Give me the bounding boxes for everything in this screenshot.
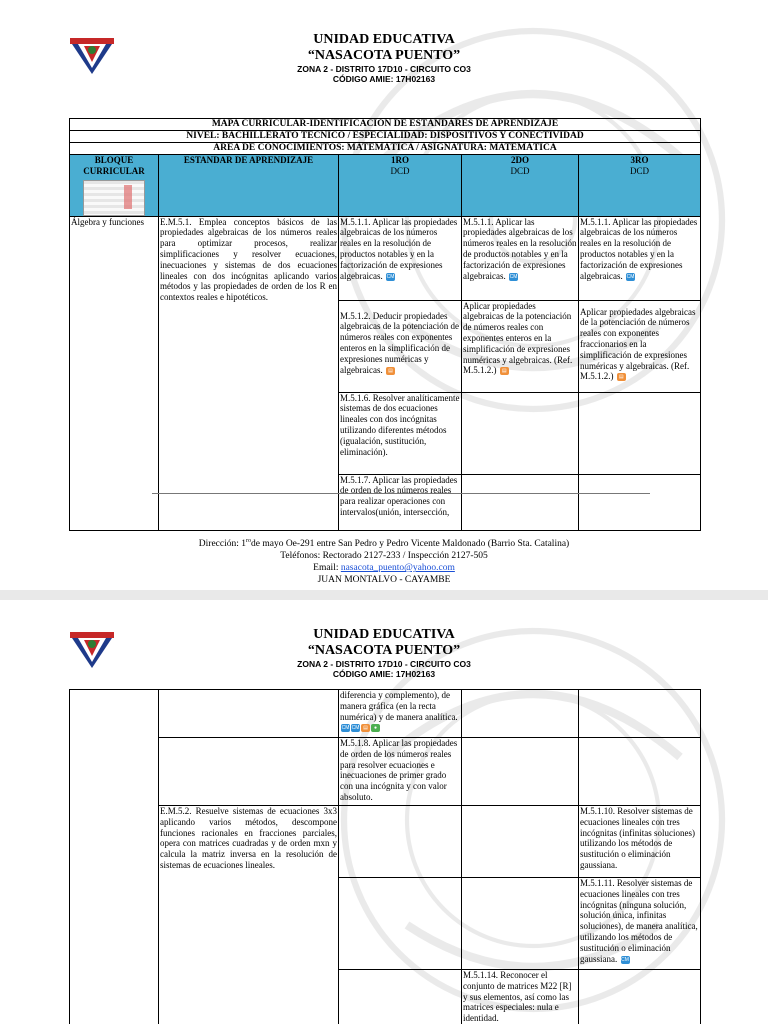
col-3ro: 3RO DCD [579, 155, 701, 217]
embedded-thumbnail-image [83, 180, 145, 216]
institution-name: “NASACOTA PUENTO” [307, 48, 461, 63]
dcd-cell: Aplicar propiedades algebraicas de la potenciación de números reales con exponentes fraccionarios en la simplificación de expresiones numéricas y algebraicas. (Ref. M.5.1.2.) ▤ [579, 300, 701, 392]
table-row [70, 690, 701, 738]
empty-cell [339, 806, 462, 878]
empty-cell [462, 878, 579, 970]
estandar-cell: E.M.5.2. Resuelve sistemas de ecuaciones 3x3 aplicando varios métodos, descompone funciones racionales en fracciones parciales, opera con matrices cuadradas y de orden mxn y calcula la matriz inversa en la resolución de sistemas de ecuaciones lineales. [159, 806, 339, 1024]
dcd-cell: M.5.1.1. Aplicar las propiedades algebraicas de los números reales en la resolución de productos notables y en la factorización de expresiones algebraicas. CM [579, 216, 701, 300]
cm-badge-icon: CM [509, 273, 518, 280]
dcd-cell: diferencia y complemento), de manera gráfica (en la recta numérica) y de manera analítica. CM CM ▤ ● [339, 690, 462, 738]
column-header-row [70, 155, 701, 217]
footer-email: Email: nasacota_puento@yahoo.com [313, 563, 455, 574]
cm-badge-icon: CM [386, 273, 395, 280]
bloque-cell [70, 690, 159, 1024]
curricular-map-table [69, 118, 701, 531]
empty-cell [339, 878, 462, 970]
empty-cell [579, 474, 701, 530]
table-area: ÁREA DE CONOCIMIENTOS: MATEMÁTICA / ASIGNATURA: MATEMÁTICA [70, 143, 701, 155]
empty-cell [462, 392, 579, 474]
empty-cell [462, 738, 579, 806]
document-page-2 [0, 600, 768, 1024]
zone-line: ZONA 2 - DISTRITO 17D10 - CIRCUITO CO3 [297, 659, 471, 669]
col-bloque: BLOQUE CURRICULAR [70, 155, 159, 217]
cm-badge-icon: CM [351, 725, 360, 732]
email-link[interactable]: nasacota_puento@yahoo.com [340, 563, 455, 574]
empty-cell [159, 690, 339, 738]
empty-cell [579, 970, 701, 1024]
amie-code: CÓDIGO AMIE: 17H02163 [332, 74, 436, 84]
dcd-cell: M.5.1.7. Aplicar las propiedades de orden de los números reales para realizar operaciones con intervalos(unión, intersección, [339, 474, 462, 530]
dcd-cell: M.5.1.6. Resolver analíticamente sistemas de dos ecuaciones lineales con dos incógnitas utilizando diferentes métodos (igualación, sustitución, eliminación). [339, 392, 462, 474]
empty-cell [579, 690, 701, 738]
col-2do: 2DO DCD [462, 155, 579, 217]
col-1ro: 1RO DCD [339, 155, 462, 217]
letterhead [0, 32, 768, 84]
table-row [70, 738, 701, 806]
dcd-cell: M.5.1.10. Resolver sistemas de ecuaciones lineales con tres incógnitas (infinitas soluciones) utilizando los métodos de sustitución o eliminación gaussiana. [579, 806, 701, 878]
dcd-cell: M.5.1.14. Reconocer el conjunto de matrices M22 [R] y sus elementos, así como las matrices especiales: nula e identidad. [462, 970, 579, 1024]
book-icon: ▤ [617, 373, 626, 381]
book-icon: ▤ [500, 367, 509, 375]
cm-badge-icon: CM [621, 956, 629, 963]
empty-cell [579, 738, 701, 806]
institution-title: UNIDAD EDUCATIVA [313, 32, 455, 47]
empty-cell [462, 806, 579, 878]
dcd-cell: M.5.1.11. Resolver sistemas de ecuaciones lineales con tres incógnitas (ninguna solución, solución única, infinitas soluciones), de manera analítica, utilizando los métodos de sustitución o eliminación gaussiana. CM [579, 878, 701, 970]
dcd-cell: M.5.1.8. Aplicar las propiedades de orden de los números reales para resolver ecuaciones e inecuaciones de primer grado con una incógnita y con valor absoluto. [339, 738, 462, 806]
table-title: MAPA CURRICULAR-IDENTIFICACIÓN DE ESTÁNDARES DE APRENDIZAJE [70, 119, 701, 131]
empty-cell [339, 970, 462, 1024]
page-footer [0, 535, 768, 586]
institution-title: UNIDAD EDUCATIVA [313, 627, 455, 642]
empty-cell [579, 392, 701, 474]
letterhead [0, 627, 768, 679]
book-icon: ▤ [361, 724, 370, 732]
curricular-map-table-continued [69, 689, 701, 1024]
col-estandar: ESTANDAR DE APRENDIZAJE [159, 155, 339, 217]
footer-city: JUAN MONTALVO - CAYAMBE [317, 575, 451, 586]
zone-line: ZONA 2 - DISTRITO 17D10 - CIRCUITO CO3 [297, 64, 471, 74]
amie-code: CÓDIGO AMIE: 17H02163 [332, 669, 436, 679]
group-icon: ● [371, 724, 380, 732]
bloque-cell: Álgebra y funciones [70, 216, 159, 530]
table-row [70, 216, 701, 300]
dcd-cell: Aplicar propiedades algebraicas de la potenciación de números reales con exponentes enteros en la simplificación de expresiones numéricas y algebraicas. (Ref. M.5.1.2.) ▤ [462, 300, 579, 392]
dcd-cell: M.5.1.1. Aplicar las propiedades algebraicas de los números reales en la resolución de productos notables y en la factorización de expresiones algebraicas. CM [462, 216, 579, 300]
book-icon: ▤ [386, 367, 395, 375]
empty-cell [159, 738, 339, 806]
footer-address: Dirección: $1^{ro}de$ mayo Oe-291 entre San Pedro y Pedro Vicente Maldonado (Barrio Sta. Catalina) [198, 538, 570, 550]
cm-badge-icon: CM [341, 725, 350, 732]
empty-cell [462, 474, 579, 530]
cm-badge-icon: CM [626, 273, 635, 280]
table-row [70, 806, 701, 878]
table-level: NIVEL: BACHILLERATO TECNICO / ESPECIALIDAD: DISPOSITIVOS Y CONECTIVIDAD [70, 131, 701, 143]
institution-name: “NASACOTA PUENTO” [307, 643, 461, 658]
dcd-cell: M.5.1.2. Deducir propiedades algebraicas de la potenciación de números reales con exponentes enteros en la simplificación de expresiones numéricas y algebraicas. ▤ [339, 300, 462, 392]
footer-phones: Teléfonos: Rectorado 2127-233 / Inspección 2127-505 [280, 551, 488, 562]
dcd-cell: M.5.1.1. Aplicar las propiedades algebraicas de los números reales en la resolución de productos notables y en la factorización de expresiones algebraicas. CM [339, 216, 462, 300]
estandar-cell: E.M.5.1. Emplea conceptos básicos de las propiedades algebraicas de los números reales para optimizar procesos, realizar simplificaciones y resolver ecuaciones, inecuaciones y sistemas de dos ecuaciones lineales con dos incógnitas aplicando varios métodos y las propiedades de orden de los R en contextos reales e hipotéticos. [159, 216, 339, 530]
page-gap [0, 590, 768, 600]
divider-line [152, 493, 650, 494]
empty-cell [462, 690, 579, 738]
